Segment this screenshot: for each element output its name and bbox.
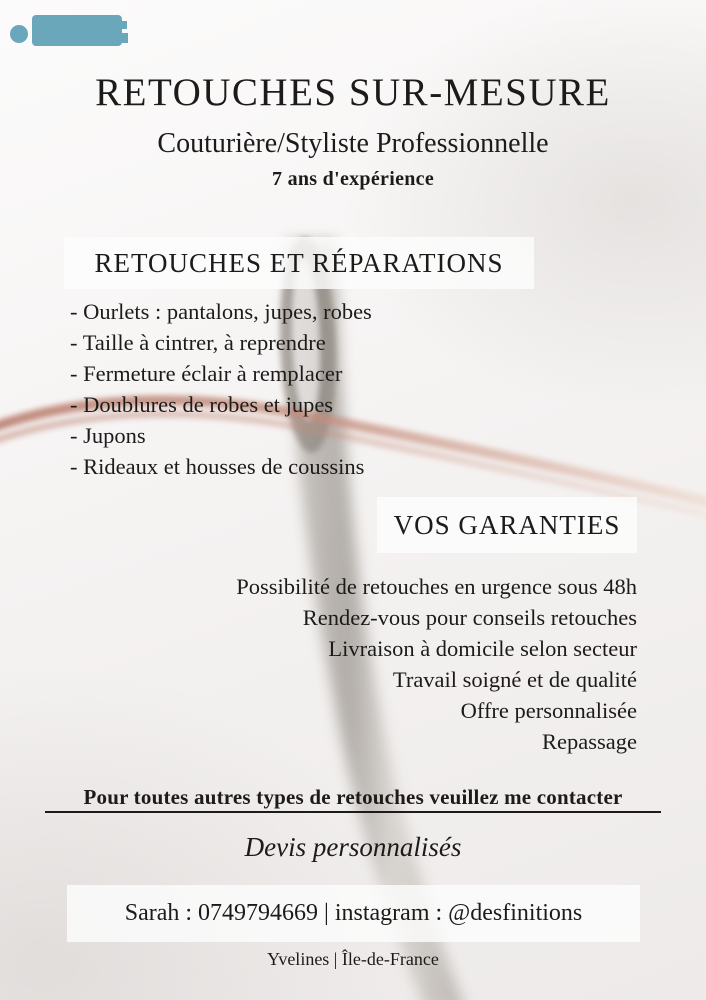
service-item: - Doublures de robes et jupes	[70, 392, 334, 417]
contact-note: Pour toutes autres types de retouches veuillez me contacter	[83, 785, 623, 809]
page-title: RETOUCHES SUR-MESURE	[95, 71, 611, 114]
guarantee-item: Offre personnalisée	[460, 698, 637, 723]
service-item: - Jupons	[70, 423, 146, 448]
service-item: - Fermeture éclair à remplacer	[70, 361, 343, 386]
brand-logo	[6, 5, 136, 55]
guarantees-list	[236, 571, 637, 757]
services-list	[70, 296, 372, 482]
guarantee-item: Repassage	[542, 729, 637, 754]
location-line: Yvelines | Île-de-France	[267, 949, 439, 969]
contact-bar	[67, 885, 640, 942]
experience-line: 7 ans d'expérience	[271, 168, 435, 190]
guarantees-heading: VOS GARANTIES	[393, 509, 621, 540]
quote-devis: Devis personnalisés	[244, 832, 462, 862]
service-item: - Ourlets : pantalons, jupes, robes	[70, 299, 372, 324]
services-heading: RETOUCHES ET RÉPARATIONS	[94, 247, 504, 278]
guarantee-item: Possibilité de retouches en urgence sous 48h	[236, 574, 637, 599]
service-item: - Rideaux et housses de coussins	[70, 454, 365, 479]
service-item: - Taille à cintrer, à reprendre	[70, 330, 326, 355]
contact-line: Sarah : 0749794669 | instagram : @desfinitions	[124, 900, 583, 926]
guarantee-item: Travail soigné et de qualité	[392, 667, 637, 692]
divider-line	[45, 811, 661, 813]
guarantees-heading-bar	[377, 497, 637, 553]
services-heading-bar	[64, 237, 534, 289]
page-subtitle: Couturière/Styliste Professionnelle	[157, 128, 549, 159]
guarantee-item: Rendez-vous pour conseils retouches	[302, 605, 637, 630]
guarantee-item: Livraison à domicile selon secteur	[328, 636, 637, 661]
